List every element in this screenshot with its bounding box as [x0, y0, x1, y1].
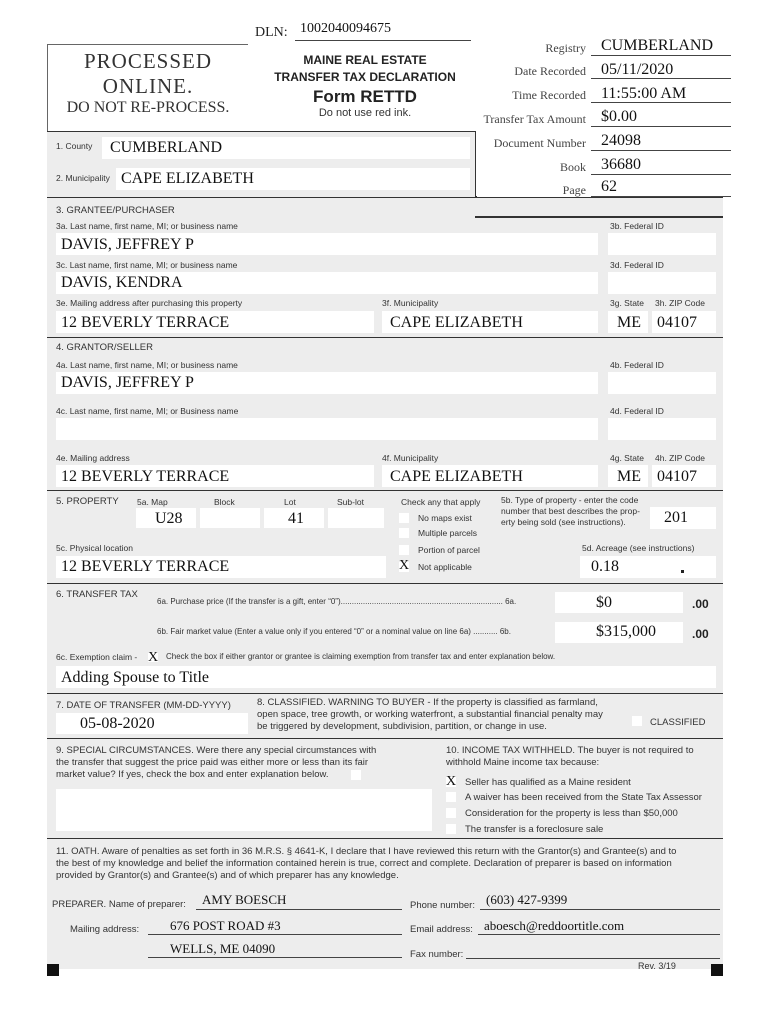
dln-value: 1002040094675 [300, 21, 391, 36]
resident-mark: X [446, 774, 457, 789]
grantor-a-label: 4a. Last name, first name, MI; or business name [56, 360, 238, 370]
special-explanation-field[interactable] [56, 789, 432, 831]
registry-label: Registry [545, 41, 586, 55]
acreage-label: 5d. Acreage (see instructions) [582, 543, 695, 553]
registry-bottom-line [475, 216, 723, 218]
property-title: 5. PROPERTY [56, 496, 119, 507]
no-maps-label: No maps exist [418, 513, 472, 523]
purchase-price-cents: .00 [692, 597, 709, 611]
grantor-g-label: 4g. State [610, 453, 645, 463]
waiver-label: A waiver has been received from the State Tax Assessor [465, 792, 702, 803]
transfer-tax-title: 6. TRANSFER TAX [56, 589, 138, 600]
time-recorded-underline [591, 102, 731, 103]
mailing-address-line-2[interactable] [148, 957, 402, 958]
grantor-f-label: 4f. Municipality [382, 453, 439, 463]
mailing-address-line-1[interactable] [148, 934, 402, 935]
stamp-line-1: PROCESSED [83, 49, 213, 73]
mailing-address-value-2: WELLS, ME 04090 [170, 941, 276, 956]
grantee-a-value: DAVIS, JEFFREY P [61, 236, 194, 253]
lot-value: 41 [288, 510, 304, 527]
date-of-transfer-value: 05-08-2020 [80, 715, 155, 732]
under-50000-label: Consideration for the property is less than $50,000 [465, 808, 678, 819]
stamp-line-3: DO NOT RE-PROCESS. [66, 99, 230, 116]
phone-line[interactable] [480, 909, 720, 910]
exemption-text: Check the box if either grantor or grantee is claiming exemption from transfer tax and enter explanation below. [166, 652, 556, 661]
transfer-tax-underline [591, 126, 731, 127]
not-applicable-label: Not applicable [418, 562, 472, 572]
municipality-value: CAPE ELIZABETH [121, 170, 254, 187]
time-recorded-label: Time Recorded [512, 88, 586, 102]
registry-value: CUMBERLAND [601, 37, 714, 54]
municipality-label: 2. Municipality [56, 173, 110, 183]
physical-location-label: 5c. Physical location [56, 543, 134, 553]
book-underline [591, 174, 731, 175]
preparer-name-line[interactable] [196, 909, 402, 910]
portion-parcel-checkbox[interactable] [399, 545, 409, 555]
date-recorded-label: Date Recorded [514, 64, 586, 78]
property-type-value: 201 [664, 509, 688, 526]
grantor-e-value: 12 BEVERLY TERRACE [61, 468, 230, 485]
stamp-line-2: ONLINE. [102, 74, 194, 98]
resident-label: Seller has qualified as a Maine resident [465, 777, 631, 788]
special-line-3: market value? If yes, check the box and enter explanation below. [56, 769, 329, 780]
grantee-title: 3. GRANTEE/PURCHASER [56, 205, 175, 216]
registration-mark-right [711, 964, 723, 976]
grantor-g-value: ME [617, 468, 641, 485]
document-number-underline [591, 150, 731, 151]
acreage-decimal-dot [681, 570, 684, 573]
grantee-h-label: 3h. ZIP Code [655, 298, 705, 308]
grantor-a-value: DAVIS, JEFFREY P [61, 374, 194, 391]
oath-line-2: the best of my knowledge and belief the information contained herein is true, correct and complete. Declaration of preparer is based on information [56, 858, 672, 869]
exemption-mark: X [148, 650, 159, 665]
grantor-e-label: 4e. Mailing address [56, 453, 130, 463]
processed-stamp [47, 44, 248, 131]
check-any-label: Check any that apply [401, 497, 481, 507]
grantor-h-value: 04107 [657, 468, 697, 485]
fair-market-value: $315,000 [596, 623, 656, 640]
grantee-e-value: 12 BEVERLY TERRACE [61, 314, 230, 331]
foreclosure-label: The transfer is a foreclosure sale [465, 824, 604, 835]
email-line[interactable] [478, 934, 720, 935]
grantee-d-field[interactable] [608, 272, 716, 294]
mailing-address-value-1: 676 POST ROAD #3 [170, 918, 281, 933]
foreclosure-checkbox[interactable] [446, 824, 456, 834]
grantee-f-label: 3f. Municipality [382, 298, 439, 308]
grantee-h-value: 04107 [657, 314, 697, 331]
date-recorded-value: 05/11/2020 [601, 61, 674, 78]
map-label: 5a. Map [137, 497, 168, 507]
page-label: Page [562, 183, 586, 197]
multiple-parcels-label: Multiple parcels [418, 528, 478, 538]
withholding-line-2: withhold Maine income tax because: [446, 757, 600, 768]
grantee-e-label: 3e. Mailing address after purchasing this property [56, 298, 243, 308]
grantor-b-label: 4b. Federal ID [610, 360, 664, 370]
document-number-label: Document Number [493, 136, 586, 150]
multiple-parcels-checkbox[interactable] [399, 528, 409, 538]
date-of-transfer-label: 7. DATE OF TRANSFER (MM-DD-YYYY) [56, 700, 231, 711]
transfer-tax-amount-value: $0.00 [601, 108, 637, 125]
county-label: 1. County [56, 141, 93, 151]
grantee-c-label: 3c. Last name, first name, MI; or business name [56, 260, 238, 270]
fax-label: Fax number: [410, 949, 464, 960]
registry-underline [591, 55, 731, 56]
grantor-h-label: 4h. ZIP Code [655, 453, 705, 463]
sublot-label: Sub-lot [337, 497, 364, 507]
special-line-2: the transfer that suggest the price paid was either more or less than its fair [56, 757, 369, 768]
classified-line-2: open space, tree growth, or working waterfront, a substantial financial penalty may [257, 709, 603, 720]
dln-underline [295, 40, 471, 41]
classified-line-1: 8. CLASSIFIED. WARNING TO BUYER - If the property is classified as farmland, [257, 697, 598, 708]
phone-label: Phone number: [410, 900, 475, 911]
page-value: 62 [601, 178, 617, 195]
dln-label: DLN: [255, 25, 288, 40]
book-value: 36680 [601, 156, 641, 173]
physical-location-value: 12 BEVERLY TERRACE [61, 558, 230, 575]
date-recorded-underline [591, 78, 731, 79]
exemption-explanation-value: Adding Spouse to Title [61, 669, 210, 686]
grantee-f-value: CAPE ELIZABETH [390, 314, 523, 331]
under-50000-checkbox[interactable] [446, 808, 456, 818]
oath-line-1: 11. OATH. Aware of penalties as set forth in 36 M.R.S. § 4641-K, I declare that I have reviewed this return with the Grantor(s) and Grantee(s) and to [56, 846, 677, 857]
grantor-title: 4. GRANTOR/SELLER [56, 342, 153, 353]
grantor-f-value: CAPE ELIZABETH [390, 468, 523, 485]
form-title-line-2: TRANSFER TAX DECLARATION [274, 70, 456, 84]
sublot-field[interactable] [328, 508, 384, 528]
property-type-label-2: number that best describes the prop- [501, 506, 640, 516]
grantee-g-label: 3g. State [610, 298, 645, 308]
classified-line-3: be triggered by development, subdivision, partition, or change in use. [257, 721, 547, 732]
portion-parcel-label: Portion of parcel [418, 545, 480, 555]
purchase-price-value: $0 [596, 594, 612, 611]
form-note: Do not use red ink. [318, 107, 412, 119]
special-line-1: 9. SPECIAL CIRCUMSTANCES. Were there any special circumstances with [56, 745, 377, 756]
county-value: CUMBERLAND [110, 139, 223, 156]
grantor-c-label: 4c. Last name, first name, MI; or Business name [56, 406, 239, 416]
special-checkbox[interactable] [351, 770, 361, 780]
email-label: Email address: [410, 924, 473, 935]
transfer-tax-amount-label: Transfer Tax Amount [483, 112, 586, 126]
classified-label: CLASSIFIED [650, 717, 706, 728]
mailing-address-label: Mailing address: [70, 924, 140, 935]
registration-mark-left [47, 964, 59, 976]
no-maps-checkbox[interactable] [399, 513, 409, 523]
not-applicable-mark: X [399, 558, 410, 573]
property-type-label-3: erty being sold (see instructions). [501, 517, 626, 527]
email-value: aboesch@reddoortitle.com [484, 918, 625, 933]
document-number-value: 24098 [601, 132, 641, 149]
map-value: U28 [155, 510, 183, 527]
withholding-line-1: 10. INCOME TAX WITHHELD. The buyer is not required to [446, 745, 694, 756]
acreage-value: 0.18 [591, 558, 619, 575]
exemption-label: 6c. Exemption claim - [56, 652, 138, 662]
revision-label: Rev. 3/19 [638, 961, 676, 971]
grantee-d-label: 3d. Federal ID [610, 260, 664, 270]
grantor-b-field[interactable] [608, 372, 716, 394]
grantor-c-field[interactable] [56, 418, 598, 440]
waiver-checkbox[interactable] [446, 792, 456, 802]
preparer-name-label: PREPARER. Name of preparer: [52, 899, 186, 910]
block-field[interactable] [200, 508, 260, 528]
purchase-price-field[interactable] [555, 592, 683, 613]
grantee-b-label: 3b. Federal ID [610, 221, 664, 231]
book-label: Book [559, 160, 586, 174]
oath-line-3: provided by Grantor(s) and Grantee(s) and of which preparer has any knowledge. [56, 870, 399, 881]
preparer-name-value: AMY BOESCH [202, 892, 287, 907]
form-name: Form RETTD [313, 87, 417, 106]
grantor-d-field[interactable] [608, 418, 716, 440]
block-label: Block [214, 497, 235, 507]
grantor-d-label: 4d. Federal ID [610, 406, 664, 416]
time-recorded-value: 11:55:00 AM [601, 85, 687, 102]
lot-label: Lot [284, 497, 296, 507]
purchase-price-label: 6a. Purchase price (If the transfer is a gift, enter “0”)......................................................................... 6a. [157, 597, 517, 606]
grantee-c-value: DAVIS, KENDRA [61, 274, 183, 291]
fair-market-cents: .00 [692, 627, 709, 641]
grantee-b-field[interactable] [608, 233, 716, 255]
grantee-a-label: 3a. Last name, first name, MI; or business name [56, 221, 238, 231]
fax-line[interactable] [466, 958, 720, 959]
grantee-g-value: ME [617, 314, 641, 331]
classified-checkbox[interactable] [632, 716, 642, 726]
fair-market-label: 6b. Fair market value (Enter a value only if you entered “0” or a nominal value on line 6a) ........... 6b. [157, 627, 511, 636]
form-title-line-1: MAINE REAL ESTATE [303, 53, 427, 67]
phone-value: (603) 427-9399 [486, 892, 568, 907]
property-type-label-1: 5b. Type of property - enter the code [501, 495, 639, 505]
